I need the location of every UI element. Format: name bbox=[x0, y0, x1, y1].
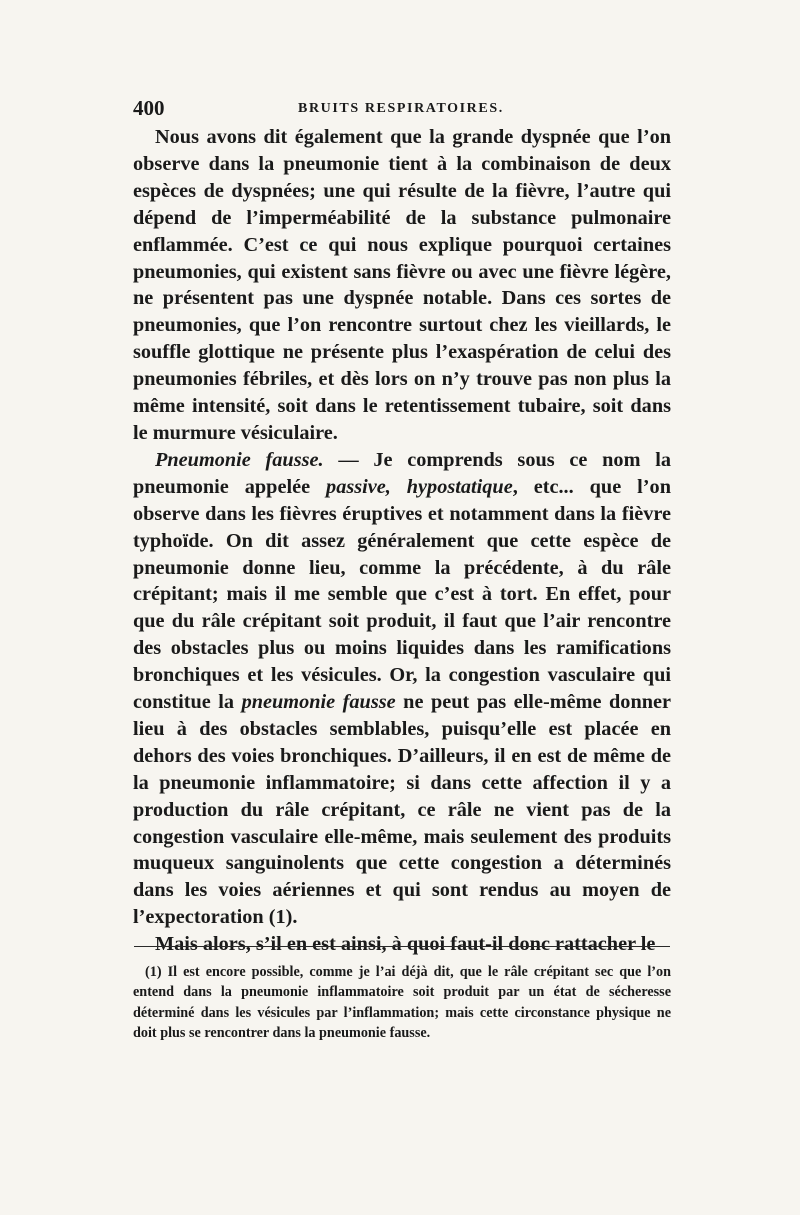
page-number: 400 bbox=[133, 96, 165, 120]
italic-term: passive, hypostatique bbox=[326, 475, 513, 498]
paragraph-pneumonie-fausse bbox=[133, 447, 671, 931]
footnote-divider bbox=[134, 946, 670, 947]
paragraph-mais-alors: Mais alors, s’il en est ainsi, à quoi faut-il donc rattacher le bbox=[155, 933, 656, 956]
paragraph-text: — Je comprends sous ce nom la pneumonie appelée bbox=[133, 448, 671, 498]
section-heading: Pneumonie fausse. bbox=[155, 448, 324, 471]
paragraph-dyspnee: Nous avons dit également que la grande dyspnée que l’on observe dans la pneumonie tient à la combinaison de deux espèces de dyspnées; une qui résulte de la fièvre, l’autre qui dépend de l’imperméabilité de la substance pulmonaire enflammée. C’est ce qui nous explique pourquoi certaines pneumonies, qui existent sans fièvre ou avec une fièvre légère, ne présentent pas une dyspnée notable. Dans ces sortes de pneumonies, que l’on rencontre surtout chez les vieillards, le souffle glottique ne présente plus l’exaspération de celui des pneumonies fébriles, et dès lors on n’y trouve pas non plus la même intensité, soit dans le retentissement tubaire, soit dans le murmure vésiculaire. bbox=[133, 126, 671, 444]
running-head bbox=[133, 96, 673, 122]
paragraph-text: , etc... que l’on observe dans les fièvres éruptives et notamment dans la fièvre typhoïde. On dit assez généralement que cette espèce de pneumonie donne lieu, comme la précédente, à du râle crépitant; mais il me semble que c’est à tort. En effet, pour que du râle crépitant soit produit, il faut que l’air rencontre des obstacles plus ou moins liquides dans les ramifications bronchiques et les vésicules. Or, la congestion vasculaire qui constitue la bbox=[133, 475, 671, 714]
main-text bbox=[133, 124, 671, 958]
italic-term: pneumonie fausse bbox=[241, 691, 396, 714]
running-title: BRUITS RESPIRATOIRES. bbox=[298, 101, 504, 116]
footnote bbox=[133, 962, 671, 1044]
footnote-text: (1) Il est encore possible, comme je l’ai déjà dit, que le râle crépitant sec que l’on entend dans la pneumonie inflammatoire soit produit par un état de sécheresse déterminé dans les vésicules par l’inflammation; mais cette circonstance physique ne doit plus se rencontrer dans la pneumonie fausse. bbox=[133, 964, 671, 1042]
paragraph-text: ne peut pas elle-même donner lieu à des obstacles semblables, puisqu’elle est placée en dehors des voies bronchiques. D’ailleurs, il en est de même de la pneumonie inflammatoire; si dans cette affection il y a production du râle crépitant, ce râle ne vient pas de la congestion vasculaire elle-même, mais seulement des produits muqueux sanguinolents que cette congestion a déterminés dans les voies aériennes et qui sont rendus au moyen de l’expectoration (1). bbox=[133, 691, 672, 929]
